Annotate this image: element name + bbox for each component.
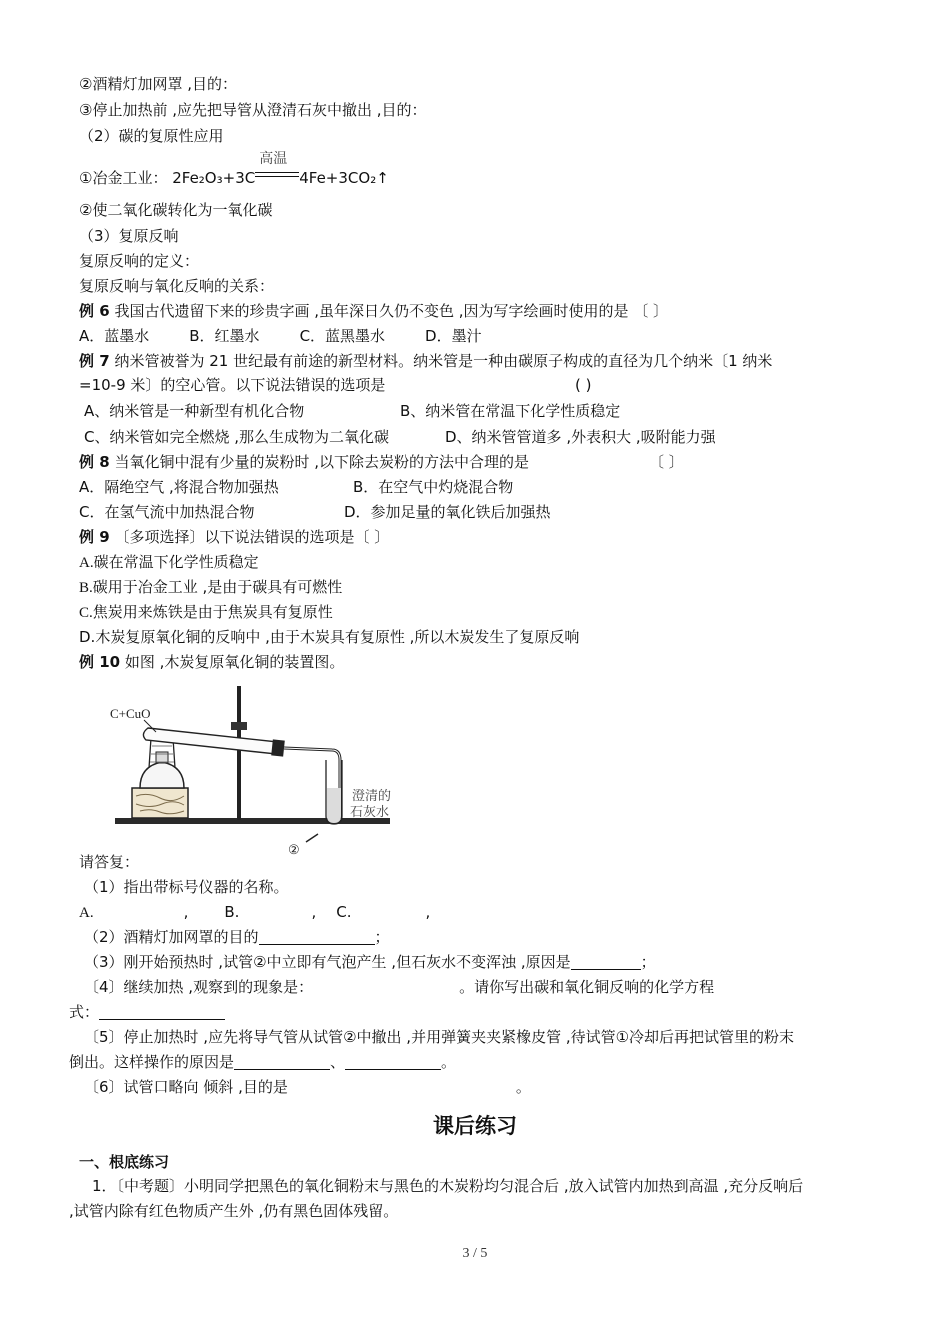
example-6-option-a: A．蓝墨水 xyxy=(79,327,150,345)
option-b-text: 碳用于冶金工业 ,是由于碳具有可燃性 xyxy=(92,578,343,596)
option-c-letter: C. xyxy=(79,605,93,621)
example-8-stem xyxy=(79,452,529,472)
line-stop-heating: ③停止加热前 ,应先把导管从澄清石灰中撤出 ,目的： xyxy=(79,101,427,119)
example-7-option-c: C、纳米管如完全燃烧 ,那么生成物为二氧化碳 xyxy=(84,428,390,446)
example-10-q5-line1: 〔5〕停止加热时 ,应先将导气管从试管②中撤出 ,并用弹簧夹夹紧橡皮管 ,待试管①冷却后再把试管里的粉末 xyxy=(84,1028,795,1046)
example-8-label: 例 8 xyxy=(79,453,110,471)
example-6-option-b: B．红墨水 xyxy=(189,327,260,345)
example-9-stem xyxy=(79,527,389,547)
line-co2-to-co: ②使二氧化碳转化为一氧化碳 xyxy=(79,201,273,219)
practice-1-line1: 1．〔中考题〕小明同学把黑色的氧化铜粉末与黑色的木炭粉均匀混合后 ,放入试管内加热到高温 ,充分反响后 xyxy=(92,1177,804,1195)
option-a-letter: A. xyxy=(79,555,94,571)
equation-right: 4Fe+3CO₂↑ xyxy=(299,169,389,187)
example-6-option-d: D．墨汁 xyxy=(425,327,482,345)
tube-stopper xyxy=(271,739,285,756)
example-10-q2 xyxy=(84,927,390,947)
example-10-question: 如图 ,木炭复原氧化铜的装置图。 xyxy=(120,653,345,671)
q5-end: 。 xyxy=(441,1053,457,1071)
example-7-stem-line2 xyxy=(79,375,385,395)
example-10-q1: （1）指出带标号仪器的名称。 xyxy=(84,878,289,896)
figure-label-c-cuo: C+CuO xyxy=(110,706,151,721)
section-title: 课后练习 xyxy=(433,1114,517,1138)
example-7-question-1: 纳米管被誉为 21 世纪最有前途的新型材料。纳米管是一种由碳原子构成的直径为几个纳米〔1 纳米 xyxy=(109,352,773,370)
example-7-option-d: D、纳米管管道多 ,外表积大 ,吸附能力强 xyxy=(445,428,716,446)
test-tube xyxy=(143,728,278,754)
q1-comma-a: , xyxy=(183,903,189,921)
example-7-option-b: B、纳米管在常温下化学性质稳定 xyxy=(400,402,621,420)
q6-text: 〔6〕试管口略向 倾斜 ,目的是 xyxy=(84,1078,288,1096)
q5-text: 倒出。这样操作的原因是 xyxy=(69,1053,235,1071)
example-9-option-a xyxy=(79,552,259,573)
line-reducing-use: （2）碳的复原性应用 xyxy=(79,127,224,145)
example-9-option-b xyxy=(79,577,342,598)
q3-text: （3）刚开始预热时 ,试管②中立即有气泡产生 ,但石灰水不变浑浊 ,原因是 xyxy=(84,953,571,971)
q3-end: ； xyxy=(640,953,656,971)
example-10-q4 xyxy=(84,977,714,997)
line-reduction-heading: （3）复原反响 xyxy=(79,227,179,245)
q4-text: 〔4〕继续加热 ,观察到的现象是： xyxy=(84,978,314,996)
example-7-question-2: =10-9 米〕的空心管。以下说法错误的选项是 xyxy=(79,376,386,394)
q1-label-b: B. xyxy=(224,903,240,921)
alcohol-lamp xyxy=(140,762,184,788)
example-6-options xyxy=(79,326,482,346)
section-subtitle: 一、根底练习 xyxy=(79,1153,170,1171)
example-10-q3 xyxy=(84,952,656,972)
example-8-answer-paren: 〔 〕 xyxy=(649,453,684,471)
q2-blank[interactable] xyxy=(259,928,375,945)
figure-label-limewater-2: 石灰水 xyxy=(350,804,390,819)
example-10-q5-line2 xyxy=(69,1052,456,1072)
apparatus-figure xyxy=(100,680,430,860)
label-pointer-2 xyxy=(306,834,318,842)
q5-blank-1[interactable] xyxy=(234,1053,330,1070)
q1-label-c: C. xyxy=(336,903,352,921)
stand-rod xyxy=(237,686,241,820)
example-9-label: 例 9 xyxy=(79,528,110,546)
q2-end: ； xyxy=(374,928,390,946)
option-a-text: 碳在常温下化学性质稳定 xyxy=(93,553,259,571)
line-reduction-definition: 复原反响的定义： xyxy=(79,252,200,270)
example-7-option-a: A、纳米管是一种新型有机化合物 xyxy=(84,402,305,420)
q5-separator: 、 xyxy=(330,1053,346,1071)
example-8-option-c: C．在氢气流中加热混合物 xyxy=(79,503,255,521)
equals-sign xyxy=(255,172,299,177)
example-8-question: 当氧化铜中混有少量的炭粉时 ,以下除去炭粉的方法中合理的是 xyxy=(109,453,529,471)
q1-comma-b: , xyxy=(311,903,317,921)
page-number: 3 / 5 xyxy=(462,1246,488,1261)
example-6-label: 例 6 xyxy=(79,302,110,320)
example-8-option-a: A．隔绝空气 ,将混合物加强热 xyxy=(79,478,279,496)
example-10-q4-line2 xyxy=(69,1002,225,1022)
q2-text: （2）酒精灯加网罩的目的 xyxy=(84,928,259,946)
example-7-answer-paren: ( ) xyxy=(575,376,592,394)
example-10-stem xyxy=(79,652,344,672)
example-10-q6 xyxy=(84,1077,531,1097)
figure-label-limewater-1: 澄清的 xyxy=(352,788,392,803)
line-metallurgy-equation xyxy=(79,151,389,188)
example-8-option-d: D．参加足量的氧化铁后加强热 xyxy=(344,503,551,521)
example-9-question: 〔多项选择〕以下说法错误的选项是〔 〕 xyxy=(109,528,390,546)
example-10-ask: 请答复： xyxy=(79,853,140,871)
q4-equation-blank[interactable] xyxy=(99,1003,225,1020)
example-6-option-c: C．蓝黑墨水 xyxy=(299,327,386,345)
figure-label-number-2: ② xyxy=(288,842,300,857)
q1-label-a: A. xyxy=(79,905,94,921)
example-7-stem-line1 xyxy=(79,351,772,371)
option-c-text: 焦炭用来炼铁是由于焦炭具有复原性 xyxy=(92,603,333,621)
example-10-label: 例 10 xyxy=(79,653,121,671)
example-6-question: 我国古代遗留下来的珍贵字画 ,虽年深日久仍不变色 ,因为写字绘画时使用的是 〔 〕 xyxy=(109,302,669,320)
limewater xyxy=(327,788,341,823)
line-reduction-relation: 复原反响与氧化反响的关系： xyxy=(79,277,275,295)
condition-high-temp: 高温 xyxy=(259,151,288,167)
q5-blank-2[interactable] xyxy=(345,1053,441,1070)
q4-mid: 。请你写出碳和氧化铜反响的化学方程 xyxy=(459,978,715,996)
example-7-label: 例 7 xyxy=(79,352,110,370)
q6-end: 。 xyxy=(515,1078,531,1096)
q1-comma-c: , xyxy=(425,903,431,921)
clamp-upper xyxy=(231,722,247,730)
equation-condition xyxy=(255,151,299,183)
q3-blank[interactable] xyxy=(571,953,641,970)
example-8-option-b: B．在空气中灼烧混合物 xyxy=(353,478,514,496)
line-net-cover: ②酒精灯加网罩 ,目的： xyxy=(79,75,237,93)
practice-1-line2: ,试管内除有红色物质产生外 ,仍有黑色固体残留。 xyxy=(69,1202,399,1220)
q4-equation-label: 式： xyxy=(69,1003,100,1021)
equation-left: ①冶金工业： 2Fe₂O₃+3C xyxy=(79,169,256,187)
example-9-option-d: D.木炭复原氧化铜的反响中 ,由于木炭具有复原性 ,所以木炭发生了复原反响 xyxy=(79,628,580,646)
example-6-stem xyxy=(79,301,668,321)
option-b-letter: B. xyxy=(79,580,93,596)
example-10-q1-answers xyxy=(79,902,430,923)
stand-base xyxy=(115,818,390,824)
example-9-option-c xyxy=(79,602,333,623)
